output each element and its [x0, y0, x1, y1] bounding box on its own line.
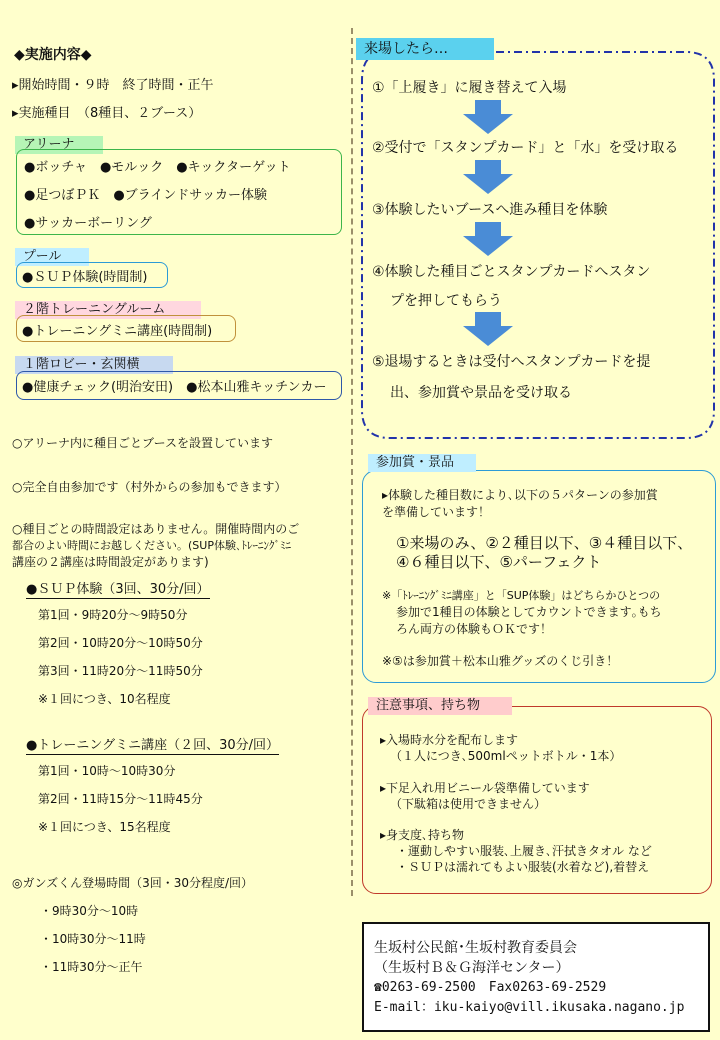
lobby-tag: １階ロビー・玄関横 [15, 356, 173, 374]
flow-step-3: ③体験したいブースへ進み種目を体験 [372, 202, 608, 218]
flow-step-1: ①「上履き」に履き替えて入場 [372, 80, 567, 96]
sup-round-2: 第2回・10時20分～10時50分 [38, 636, 203, 650]
training-tag: ２階トレーニングルーム [15, 301, 201, 319]
flow-step-2: ②受付で「スタンプカード」と「水」を受け取る [372, 140, 679, 156]
caution-tag: 注意事項、持ち物 [368, 697, 512, 715]
caution-water-2: （１人につき､500mlペットボトル・1本） [390, 749, 622, 763]
down-arrow-icon [463, 312, 513, 346]
mini-title: ●トレーニングミニ講座（２回、30分/回） [26, 734, 279, 755]
prize-note-4: ※⑤は参加賞＋松本山雅グッズのくじ引き！ [382, 654, 619, 668]
note-booths: ○アリーナ内に種目ごとブースを設置しています [12, 436, 274, 450]
prize-tag: 参加賞・景品 [368, 454, 476, 472]
caution-items-3: ・ＳＵＰは濡れてもよい服装(水着など),着替え [396, 860, 650, 874]
caution-items-1: ▸身支度､持ち物 [380, 828, 465, 842]
mini-note: ※１回につき、15名程度 [38, 820, 171, 834]
caution-bag-1: ▸下足入れ用ビニール袋準備しています [380, 781, 590, 795]
contact-email: E-mail：iku-kaiyo@vill.ikusaka.nagano.jp [374, 1000, 685, 1015]
note-schedule-1: ○種目ごとの時間設定はありません。開催時間内のご [12, 522, 300, 536]
prize-patterns-1: ①来場のみ、②２種目以下、③４種目以下、 [396, 534, 693, 552]
section-heading: ◆実施内容◆ [14, 47, 92, 63]
sup-title: ●ＳＵＰ体験（3回、30分/回） [26, 578, 210, 599]
gans-time-1: ・9時30分～10時 [40, 904, 139, 918]
flow-tag: 来場したら… [356, 38, 494, 60]
flow-step-5b: 出、参加賞や景品を受け取る [390, 385, 572, 401]
lobby-item: ●健康チェック(明治安田) ●松本山雅キッチンカー [22, 380, 327, 395]
time-line: ▸開始時間・９時 終了時間・正午 [12, 78, 214, 93]
prize-note-3: ろん両方の体験もＯＫです！ [396, 622, 553, 636]
prize-patterns-2: ④６種目以下、⑤パーフェクト [396, 553, 602, 571]
sup-round-3: 第3回・11時20分～11時50分 [38, 664, 203, 678]
caution-items-2: ・運動しやすい服装､上履き､汗拭きタオル など [396, 844, 652, 858]
contact-box [362, 922, 710, 1032]
contact-phone: ☎0263-69-2500 Fax0263-69-2529 [374, 980, 607, 995]
prize-line-2: を準備しています！ [382, 505, 491, 519]
contact-sub: （生坂村Ｂ＆Ｇ海洋センター） [374, 960, 570, 976]
sup-note: ※１回につき、10名程度 [38, 692, 171, 706]
caution-bag-2: （下駄箱は使用できません） [390, 797, 547, 811]
contact-org: 生坂村公民館･生坂村教育委員会 [374, 940, 577, 956]
pool-tag: プール [15, 248, 89, 266]
down-arrow-icon [463, 222, 513, 256]
events-line: ▸実施種目 （8種目、２ブース） [12, 106, 202, 121]
sup-round-1: 第1回・9時20分～9時50分 [38, 608, 188, 622]
prize-line-1: ▸体験した種目数により､以下の５パターンの参加賞 [382, 488, 658, 502]
arena-line-2: ●足つぼＰＫ ●ブラインドサッカー体験 [24, 188, 268, 203]
flow-step-4b: プを押してもらう [390, 293, 502, 309]
gans-time-2: ・10時30分～11時 [40, 932, 146, 946]
caution-water-1: ▸入場時水分を配布します [380, 733, 519, 747]
mini-round-2: 第2回・11時15分～11時45分 [38, 792, 203, 806]
training-item: ●トレーニングミニ講座(時間制) [22, 324, 213, 339]
note-free: ○完全自由参加です（村外からの参加もできます） [12, 480, 287, 494]
down-arrow-icon [463, 160, 513, 194]
prize-note-2: 参加で1種目の体験としてカウントできます｡もち [396, 605, 662, 619]
arena-line-3: ●サッカーボーリング [24, 216, 152, 231]
gans-title: ◎ガンズくん登場時間（3回・30分程度/回） [12, 876, 254, 890]
arena-tag: アリーナ [15, 136, 103, 154]
prize-note-1: ※「ﾄﾚｰﾆﾝｸﾞﾐﾆ講座」と「SUP体験」はどちらかひとつの [382, 589, 661, 602]
flow-step-4a: ④体験した種目ごとスタンプカードへスタン [372, 264, 651, 280]
column-divider [351, 28, 353, 896]
flow-step-5a: ⑤退場するときは受付へスタンプカードを提 [372, 354, 651, 370]
arena-line-1: ●ボッチャ ●モルック ●キックターゲット [24, 160, 291, 175]
note-schedule-3: 講座の２講座は時間設定があります) [12, 555, 209, 569]
down-arrow-icon [463, 100, 513, 134]
pool-item: ●ＳＵＰ体験(時間制) [22, 270, 148, 285]
note-schedule-2: 都合のよい時間にお越しください。(SUP体験､ﾄﾚｰﾆﾝｸﾞﾐﾆ [12, 539, 291, 552]
gans-time-3: ・11時30分～正午 [40, 960, 143, 974]
mini-round-1: 第1回・10時～10時30分 [38, 764, 176, 778]
